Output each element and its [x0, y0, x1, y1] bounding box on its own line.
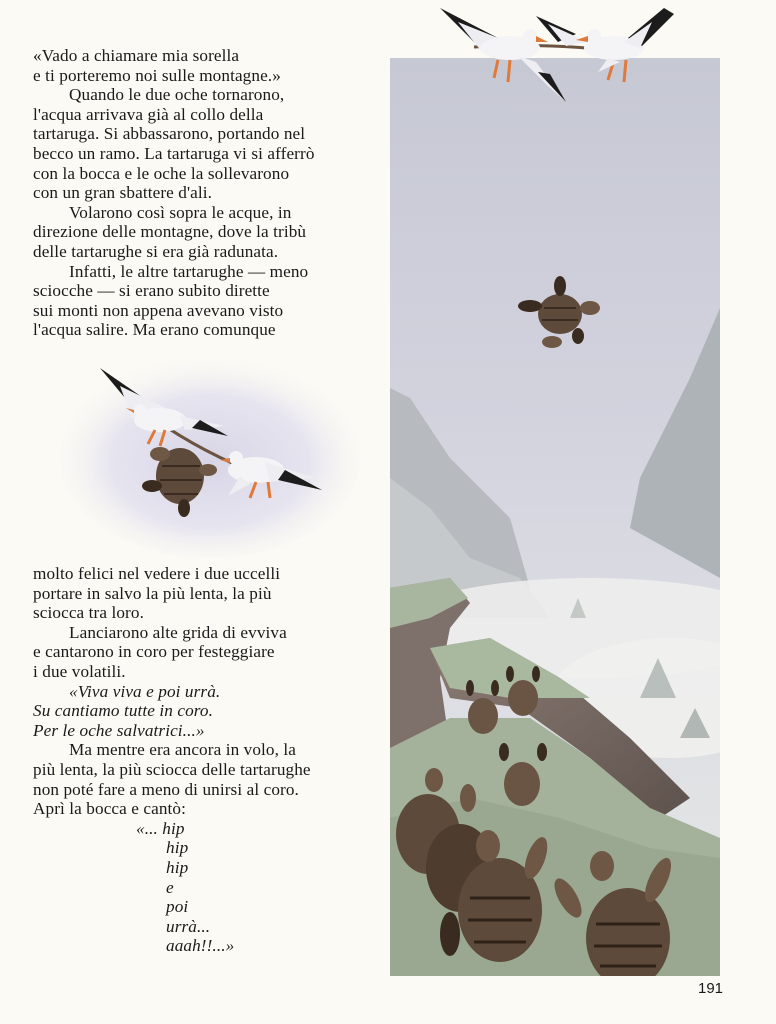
text-line: Ma mentre era ancora in volo, la — [69, 740, 297, 760]
text-line: portare in salvo la più lenta, la più — [33, 583, 272, 603]
text-line: Infatti, le altre tartarughe — meno — [69, 261, 309, 281]
hip-line: urrà... — [166, 916, 211, 936]
text-line: con la bocca e le oche la sollevarono — [33, 163, 290, 183]
text-line: direzione delle montagne, dove la tribù — [33, 222, 307, 242]
flying-geese-illustration — [438, 2, 680, 102]
hip-line: «... hip — [136, 818, 185, 838]
text-line: sui monti non appena avevano visto — [33, 300, 284, 320]
text-line: «Vado a chiamare mia sorella — [33, 46, 240, 65]
text-line: l'acqua salire. Ma erano comunque — [33, 320, 276, 340]
song-line: «Viva viva e poi urrà. — [69, 681, 221, 701]
text-line: più lenta, la più sciocca delle tartarughe — [33, 759, 311, 779]
text-line: sciocche — si erano subito dirette — [33, 281, 270, 301]
page-number: 191 — [698, 980, 724, 997]
story-paragraph-bottom — [33, 564, 311, 956]
text-line: l'acqua arrivava già al collo della — [33, 104, 264, 124]
text-line: Quando le due oche tornarono, — [69, 85, 285, 105]
hip-line: e — [166, 877, 174, 897]
mountain-turtles-illustration — [390, 58, 720, 976]
hip-line: poi — [166, 897, 189, 917]
text-line: Aprì la bocca e cantò: — [33, 799, 186, 819]
text-line: becco un ramo. La tartaruga vi si afferrò — [33, 143, 315, 163]
text-line: sciocca tra loro. — [33, 603, 144, 623]
text-line: con un gran sbattere d'ali. — [33, 183, 213, 203]
song-line: Su cantiamo tutte in coro. — [33, 701, 214, 721]
text-line: molto felici nel vedere i due uccelli — [33, 564, 281, 583]
story-paragraph-top — [33, 46, 315, 340]
text-line: tartaruga. Si abbassarono, portando nel — [33, 124, 306, 144]
text-line: non poté fare a meno di unirsi al coro. — [33, 779, 299, 799]
text-line: i due volatili. — [33, 661, 126, 681]
geese-carrying-turtle-illustration — [60, 358, 360, 558]
text-line: e ti porteremo noi sulle montagne.» — [33, 65, 281, 85]
text-line: Lanciarono alte grida di evviva — [69, 622, 287, 642]
text-line: e cantarono in coro per festeggiare — [33, 642, 275, 662]
hip-line: hip — [166, 857, 189, 877]
hip-line: hip — [166, 838, 189, 858]
song-line: Per le oche salvatrici...» — [33, 720, 205, 740]
text-line: delle tartarughe si era già radunata. — [33, 241, 279, 261]
hip-line: aaah!!...» — [166, 936, 235, 956]
text-line: Volarono così sopra le acque, in — [69, 202, 292, 222]
